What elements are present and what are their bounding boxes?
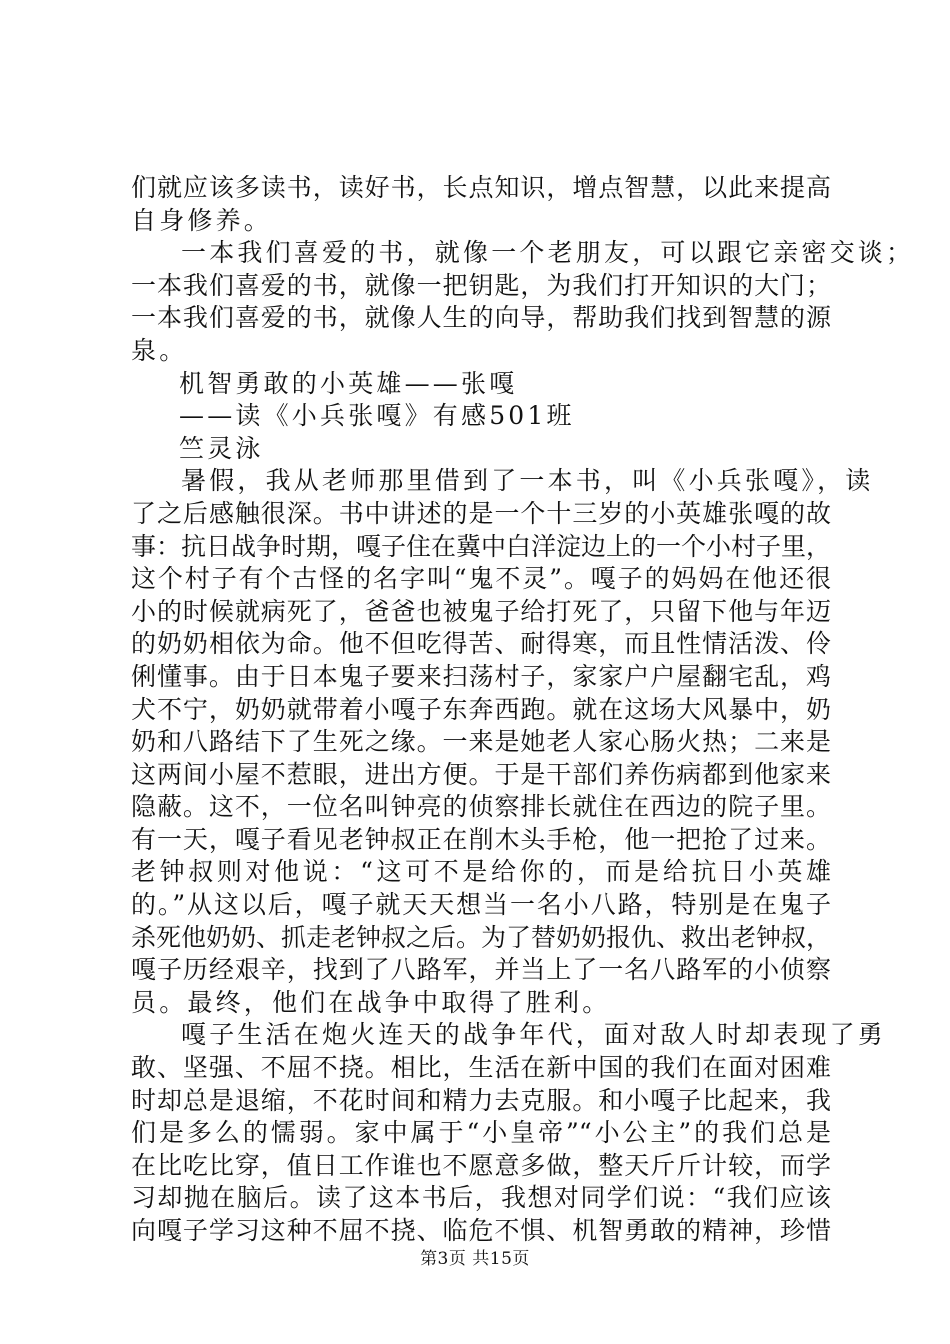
text-line: 老钟叔则对他说：“这可不是给你的，而是给抗日小英雄 [131, 857, 831, 887]
article-title: 机智勇敢的小英雄——张嘎 [179, 368, 518, 398]
text-line: 嘎子生活在炮火连天的战争年代，面对敌人时却表现了勇 [181, 1020, 887, 1050]
text-line: 嘎子历经艰辛，找到了八路军，并当上了一名八路军的小侦察 [131, 955, 831, 985]
text-line: 们就应该多读书，读好书，长点知识，增点智慧，以此来提高 [131, 173, 831, 202]
text-line: 泉。 [131, 335, 188, 365]
text-line: 的。”从这以后，嘎子就天天想当一名小八路，特别是在鬼子 [131, 890, 831, 920]
text-line: 犬不宁，奶奶就带着小嘎子东奔西跑。就在这场大风暴中，奶 [131, 694, 831, 724]
text-line: 杀死他奶奶、抓走老钟叔之后。为了替奶奶报仇、救出老钟叔， [131, 922, 832, 952]
text-line: 小的时候就病死了，爸爸也被鬼子给打死了，只留下他与年迈 [131, 596, 831, 626]
text-line: 事：抗日战争时期，嘎子住在冀中白洋淀边上的一个小村子里， [131, 531, 832, 561]
text-line: 隐蔽。这不，一位名叫钟亮的侦察排长就住在西边的院子里。 [131, 792, 831, 822]
article-subtitle: ——读《小兵张嘎》有感501班 [179, 401, 575, 431]
page-number-footer: 第3页 共15页 [420, 1249, 530, 1269]
text-line: 奶和八路结下了生死之缘。一来是她老人家心肠火热；二来是 [131, 727, 831, 757]
text-line: 在比吃比穿，值日工作谁也不愿意多做，整天斤斤计较，而学 [131, 1150, 831, 1180]
text-line: 向嘎子学习这种不屈不挠、临危不惧、机智勇敢的精神，珍惜 [131, 1216, 831, 1245]
text-line: 这个村子有个古怪的名字叫“鬼不灵”。嘎子的妈妈在他还很 [131, 564, 831, 594]
text-line: 一本我们喜爱的书，就像一把钥匙，为我们打开知识的大门； [131, 270, 831, 300]
text-line: 员。最终，他们在战争中取得了胜利。 [131, 987, 611, 1017]
document-body [131, 172, 915, 1248]
text-line: 自身修养。 [131, 205, 273, 235]
text-line: 暑假，我从老师那里借到了一本书，叫《小兵张嘎》，读 [181, 466, 874, 496]
text-line: 俐懂事。由于日本鬼子要来扫荡村子，家家户户屋翻宅乱，鸡 [131, 661, 831, 691]
text-line: 们是多么的懦弱。家中属于“小皇帝”“小公主”的我们总是 [131, 1118, 831, 1148]
article-author: 竺灵泳 [179, 433, 264, 463]
text-line: 时却总是退缩，不花时间和精力去克服。和小嘎子比起来，我 [131, 1085, 831, 1115]
text-line: 了之后感触很深。书中讲述的是一个十三岁的小英雄张嘎的故 [131, 498, 831, 528]
text-line: 有一天，嘎子看见老钟叔正在削木头手枪，他一把抢了过来。 [131, 824, 831, 854]
text-line: 敢、坚强、不屈不挠。相比，生活在新中国的我们在面对困难 [131, 1053, 831, 1083]
text-line: 一本我们喜爱的书，就像一个老朋友，可以跟它亲密交谈； [181, 238, 915, 268]
text-line: 这两间小屋不惹眼，进出方便。于是干部们养伤病都到他家来 [131, 759, 831, 789]
text-line: 一本我们喜爱的书，就像人生的向导，帮助我们找到智慧的源 [131, 303, 831, 333]
text-line: 的奶奶相依为命。他不但吃得苦、耐得寒，而且性情活泼、伶 [131, 629, 831, 659]
text-line: 习却抛在脑后。读了这本书后，我想对同学们说：“我们应该 [131, 1183, 831, 1213]
